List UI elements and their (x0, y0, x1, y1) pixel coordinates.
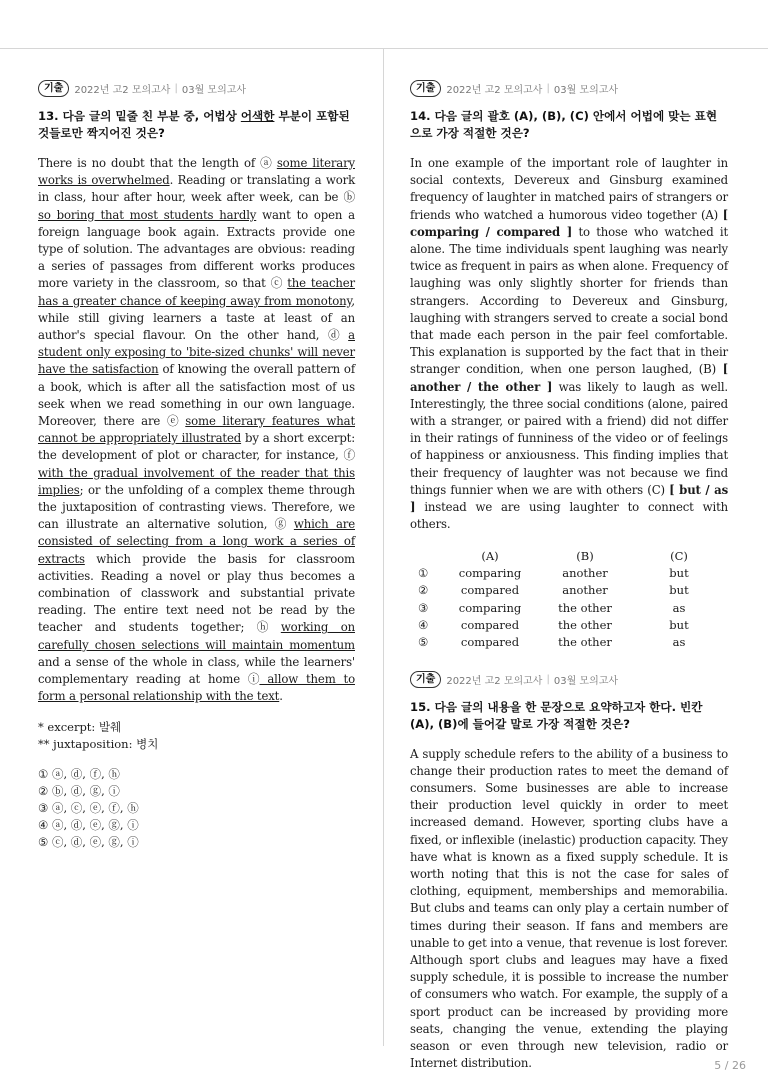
passage-text: . (279, 689, 283, 704)
circled-marker: ⓘ (247, 672, 260, 687)
passage-text: which provide the basis for classroom activities. Reading a novel or play thus becomes a combination of classwork and substantial private reading. The entire text need not be read by the teacher and students together; (38, 551, 355, 635)
circled-marker: ⓑ (343, 190, 355, 205)
underlined-segment: a student only exposing to 'bite-sized chunks' will never have the satisfaction (38, 328, 355, 377)
answer-option[interactable]: ② ⓑ, ⓓ, ⓖ, ⓘ (38, 783, 120, 798)
answer-option[interactable]: ④ ⓐ, ⓓ, ⓔ, ⓖ, ⓘ (38, 817, 139, 832)
passage-text (286, 517, 294, 531)
underlined-segment: working on carefully chosen selections will maintain momentum (38, 620, 355, 652)
passage-text: . Reading or translating a work in class, hour after hour, week after week, can be (38, 173, 356, 205)
circled-marker: ⓓ (327, 328, 340, 343)
passage-text: and a sense of the whole in class, while the learners' complementary reading at home (38, 654, 355, 687)
answer-option[interactable]: ① ⓐ, ⓓ, ⓕ, ⓗ (38, 766, 120, 781)
choice-row[interactable]: ⑤ compared the other as (418, 635, 686, 649)
passage-text: In one example of the important role of laughter in social contexts, Devereux and Ginsburg examined frequency of laughter in matched pairs of strangers or friends who watched a humorous video together (A) (410, 156, 728, 222)
q13-tagline: 기출 2022년 고2 모의고사 | 03월 모의고사 (38, 80, 355, 97)
underlined-segment: some literary works is overwhelmed (38, 156, 355, 188)
circled-marker: ⓕ (343, 448, 355, 463)
underlined-segment: with the gradual involvement of the reader that this implies (38, 465, 355, 497)
exam-badge: 기출 (410, 80, 441, 97)
exam-month: 03월 모의고사 (553, 85, 619, 96)
exam-month: 03월 모의고사 (181, 85, 247, 96)
q15-tagline: 기출 2022년 고2 모의고사 | 03월 모의고사 (410, 671, 728, 688)
answer-option[interactable]: ③ ⓐ, ⓒ, ⓔ, ⓕ, ⓗ (38, 800, 139, 815)
right-column (410, 80, 728, 1072)
circled-marker: ⓐ (260, 156, 272, 170)
exam-year: 2022년 고2 모의고사 (74, 85, 171, 96)
circled-marker: ⓔ (166, 414, 179, 429)
q14-title: 14. 다음 글의 괄호 (A), (B), (C) 안에서 어법에 맞는 표현으로 가장 적절한 것은? (410, 109, 718, 140)
footnote: ** juxtaposition: 병치 (38, 736, 159, 751)
q15-title: 15. 다음 글의 내용을 한 문장으로 요약하고자 한다. 빈칸 (A), (B)에 들어갈 말로 가장 적절한 것은? (410, 699, 703, 731)
passage-text (268, 620, 281, 634)
passage-text: , while still giving learners a taste at least of an author's special flavour. On the other hand, (38, 293, 355, 343)
circled-marker: ⓒ (270, 276, 283, 291)
passage-text: instead we are using laughter to connect with others. (410, 500, 728, 532)
q13-options (38, 766, 355, 851)
exam-year: 2022년 고2 모의고사 (446, 85, 543, 96)
top-rule (0, 48, 768, 49)
exam-badge: 기출 (410, 671, 441, 688)
passage-text: to those who watched it alone. The time individuals spent laughing was nearly twice as frequent in pairs as when alone. Frequency of laughing was only slightly shorter for friends than strangers. According to Devereux and Ginsburg, laughing with strangers served to create a social bond that made each person in the pair feel comfortable. This explanation is supported by the fact that in their stranger condition, when one person laughed, (B) (410, 224, 728, 377)
q15-passage: A supply schedule refers to the ability of a business to change their production rates to meet the demand of consumers. Some businesses are able to increase their production level quickly in order to meet increased demand. However, sporting clubs have a fixed, or inflexible (inelastic) production capacity. They have what is known as a fixed supply schedule. It is worth noting that this is not the case for sales of clothing, equipment, memberships and memorabilia. But clubs and teams can only play a certain number of times during their season. If fans and members are unable to get into a venue, that revenue is lost forever. Although sport clubs and leagues may have a fixed supply schedule, it is possible to increase the number of consumers who watch. For example, the supply of a sport product can be increased by providing more seats, changing the venue, extending the playing season or even through new television, radio or Internet distribution. (410, 746, 728, 1071)
bracket-choice: [ another / the other ] (410, 362, 728, 394)
page-number: 5 / 26 (714, 1059, 746, 1072)
circled-marker: ⓗ (256, 620, 269, 635)
left-column (38, 80, 355, 851)
q13-passage (38, 155, 355, 706)
choice-row[interactable]: ④ compared the other but (418, 617, 689, 632)
bracket-choice: [ comparing / compared ] (410, 207, 728, 239)
choice-row[interactable]: ③ comparing the other as (418, 600, 686, 615)
passage-text: ; or the unfolding of a complex theme through the juxtaposition of contrasting views. Therefore, we can illustrate an alternative solution, (38, 482, 355, 532)
q14-passage (410, 155, 728, 533)
q13-notes (38, 719, 355, 753)
underlined-segment: so boring that most students hardly (38, 207, 257, 222)
bracket-choice: [ but / as ] (410, 482, 729, 515)
circled-marker: ⓖ (274, 517, 287, 532)
exam-year: 2022년 고2 모의고사 (446, 675, 543, 687)
column-divider (383, 48, 384, 1046)
passage-text: There is no doubt that the length of (38, 156, 261, 170)
underlined-segment: which are consisted of selecting from a long work a series of extracts (38, 517, 355, 566)
passage-text: of knowing the overall pattern of a book, which is after all the satisfaction most of us seek when we read something in our own language. Moreover, there are (38, 362, 355, 429)
underlined-segment: the teacher has a greater chance of keeping away from monotony (38, 276, 355, 308)
choice-row[interactable]: ② compared another but (418, 583, 689, 598)
exam-badge: 기출 (38, 80, 69, 97)
exam-month: 03월 모의고사 (553, 675, 619, 687)
q14-tagline: 기출 2022년 고2 모의고사 | 03월 모의고사 (410, 80, 728, 97)
passage-text: want to open a foreign language book again. Extracts provide one type of solution. The advantages are obvious: reading a series of passages from different works produces more variety in the classroom, so that (38, 207, 355, 291)
underlined-segment: allow them to form a personal relationship with the text (38, 672, 355, 704)
underlined-segment: some literary features what cannot be appropriately illustrated (38, 414, 355, 446)
q15-block (410, 671, 728, 1073)
choice-row[interactable]: ① comparing another but (418, 566, 689, 581)
passage-text (340, 328, 349, 342)
answer-option[interactable]: ⑤ ⓒ, ⓓ, ⓔ, ⓖ, ⓘ (38, 834, 139, 849)
footnote: * excerpt: 발췌 (38, 719, 122, 734)
choice-table-header: (A) (B) (C) (481, 549, 688, 564)
passage-text: by a short excerpt: the development of plot or character, for instance, (38, 431, 355, 463)
q14-choice-table (418, 547, 728, 650)
passage-text: was likely to laugh as well. Interestingly, the three social conditions (alone, paired with a stranger, or paired with a friend) did not differ in their ratings of funniness of the video or of feelings of happiness or anxiousness. This finding implies that their frequency of laughter was not because we find things funnier when we are with others (C) (410, 379, 729, 497)
q13-title: 13. 다음 글의 밑줄 친 부분 중, 어법상 어색한 부분이 포함된 것들로만 짝지어진 것은? (38, 109, 350, 140)
